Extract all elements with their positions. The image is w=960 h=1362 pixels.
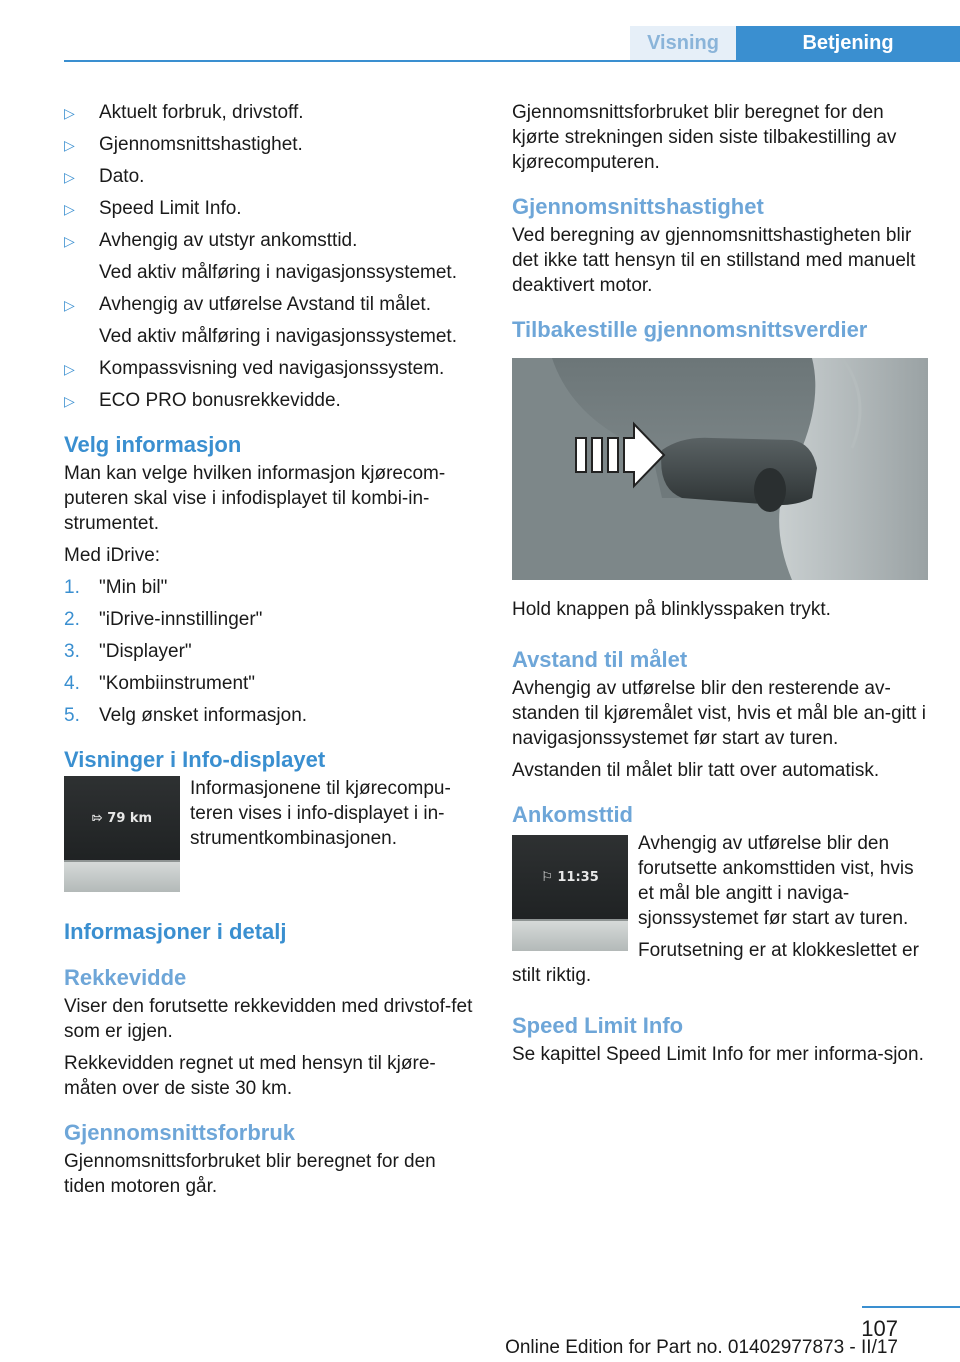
heading-rekkevidde: Rekkevidde xyxy=(64,965,187,990)
list-item: ▷ Aktuelt forbruk, drivstoff. xyxy=(64,100,478,125)
list-item: ▷ Avhengig av utførelse Avstand til målet. Ved aktiv målføring i navigasjonssystemet. xyxy=(64,294,457,347)
edition-text: Online Edition for Part no. 01402977873 - II/17 xyxy=(505,1337,898,1358)
paragraph: Avhengig av utførelse blir den resterende av-standen til kjøremålet vist, hvis et mål ble an-gitt i navigasjonssystemet før start av turen. xyxy=(512,678,926,749)
image-caption: Hold knappen på blinklysspaken trykt. xyxy=(512,599,831,620)
list-item: ▷ Speed Limit Info. xyxy=(64,196,478,221)
paragraph: Med iDrive: xyxy=(64,545,161,566)
heading-gjennomsnittsforbruk: Gjennomsnittsforbruk xyxy=(64,1120,296,1145)
paragraph: Man kan velge hvilken informasjon kjørecom-puteren skal vise i infodisplayet til kombi-in-strumentet. xyxy=(64,463,446,534)
destination-flag-icon: ⚐ xyxy=(541,870,558,885)
fuel-pump-icon: ⇰ xyxy=(91,811,108,826)
heading-informasjoner-i-detalj: Informasjoner i detalj xyxy=(64,919,287,944)
arrival-display-text: ⚐ 11:35 xyxy=(541,870,599,885)
triangle-bullet-icon: ▷ xyxy=(64,361,75,377)
visninger-block xyxy=(64,776,478,896)
display-bezel xyxy=(512,919,628,951)
paragraph: Gjennomsnittsforbruket blir beregnet for den kjørte strekningen siden siste tilbakestilling av kjørecomputeren. xyxy=(512,102,897,173)
arrival-display-image xyxy=(512,835,628,951)
heading-velg-informasjon: Velg informasjon xyxy=(64,432,242,457)
step-item: 4. "Kombiinstrument" xyxy=(64,673,256,694)
triangle-bullet-icon: ▷ xyxy=(64,233,75,249)
triangle-bullet-icon: ▷ xyxy=(64,393,75,409)
paragraph: Gjennomsnittsforbruket blir beregnet for den tiden motoren går. xyxy=(64,1151,436,1197)
paragraph: Se kapittel Speed Limit Info for mer informa-sjon. xyxy=(512,1044,924,1065)
heading-gjennomsnittshastighet: Gjennomsnittshastighet xyxy=(512,194,764,219)
range-display-text: ⇰ 79 km xyxy=(91,811,153,826)
list-item: ▷ Avhengig av utstyr ankomsttid. Ved aktiv målføring i navigasjonssystemet. xyxy=(64,230,457,283)
paragraph: Avstanden til målet blir tatt over automatisk. xyxy=(512,760,880,781)
list-item: ▷ ECO PRO bonusrekkevidde. xyxy=(64,388,478,413)
left-column xyxy=(64,100,478,1206)
tab-visning[interactable]: Visning xyxy=(630,26,736,61)
triangle-bullet-icon: ▷ xyxy=(64,201,75,217)
right-column xyxy=(512,100,928,1074)
heading-ankomsttid: Ankomsttid xyxy=(512,802,633,827)
turn-signal-lever-image xyxy=(512,358,928,580)
list-item: ▷ Kompassvisning ved navigasjonssystem. xyxy=(64,356,478,381)
paragraph: Rekkevidden regnet ut med hensyn til kjøre-måten over de siste 30 km. xyxy=(64,1053,436,1099)
triangle-bullet-icon: ▷ xyxy=(64,169,75,185)
heading-avstand: Avstand til målet xyxy=(512,647,688,672)
paragraph: Ved beregning av gjennomsnittshastigheten blir det ikke tatt hensyn til en stillstand med manuelt deaktivert motor. xyxy=(512,225,916,296)
paragraph: Viser den forutsette rekkevidden med drivstof-fet som er igjen. xyxy=(64,996,473,1042)
step-item: 1. "Min bil" xyxy=(64,577,168,598)
heading-tilbakestille: Tilbakestille gjennomsnittsverdier xyxy=(512,317,868,342)
footer-rule xyxy=(862,1306,960,1308)
paragraph: Informasjonene til kjørecompu-teren vises i info-displayet i in-strumentkombinasjonen. xyxy=(190,778,451,849)
ankomsttid-block xyxy=(512,831,928,988)
tab-betjening[interactable]: Betjening xyxy=(736,26,960,61)
page-number: 107 xyxy=(861,1316,898,1341)
triangle-bullet-icon: ▷ xyxy=(64,297,75,313)
heading-visninger: Visninger i Info-displayet xyxy=(64,747,326,772)
paragraph: Avhengig av utførelse blir den forutsette ankomsttiden vist, hvis et mål ble angitt i naviga-sjonssystemet før start av turen. xyxy=(638,833,914,929)
info-display-image xyxy=(64,776,180,892)
header-rule xyxy=(64,60,960,62)
triangle-bullet-icon: ▷ xyxy=(64,105,75,121)
step-item: 3. "Displayer" xyxy=(64,641,192,662)
paragraph: Forutsetning er at klokkeslettet er stilt riktig. xyxy=(512,940,919,986)
heading-speed-limit-info: Speed Limit Info xyxy=(512,1013,684,1038)
list-item: ▷ Dato. xyxy=(64,164,478,189)
list-item: ▷ Gjennomsnittshastighet. xyxy=(64,132,478,157)
step-item: 2. "iDrive-innstillinger" xyxy=(64,609,263,630)
step-item: 5. Velg ønsket informasjon. xyxy=(64,705,308,726)
display-bezel xyxy=(64,860,180,892)
triangle-bullet-icon: ▷ xyxy=(64,137,75,153)
